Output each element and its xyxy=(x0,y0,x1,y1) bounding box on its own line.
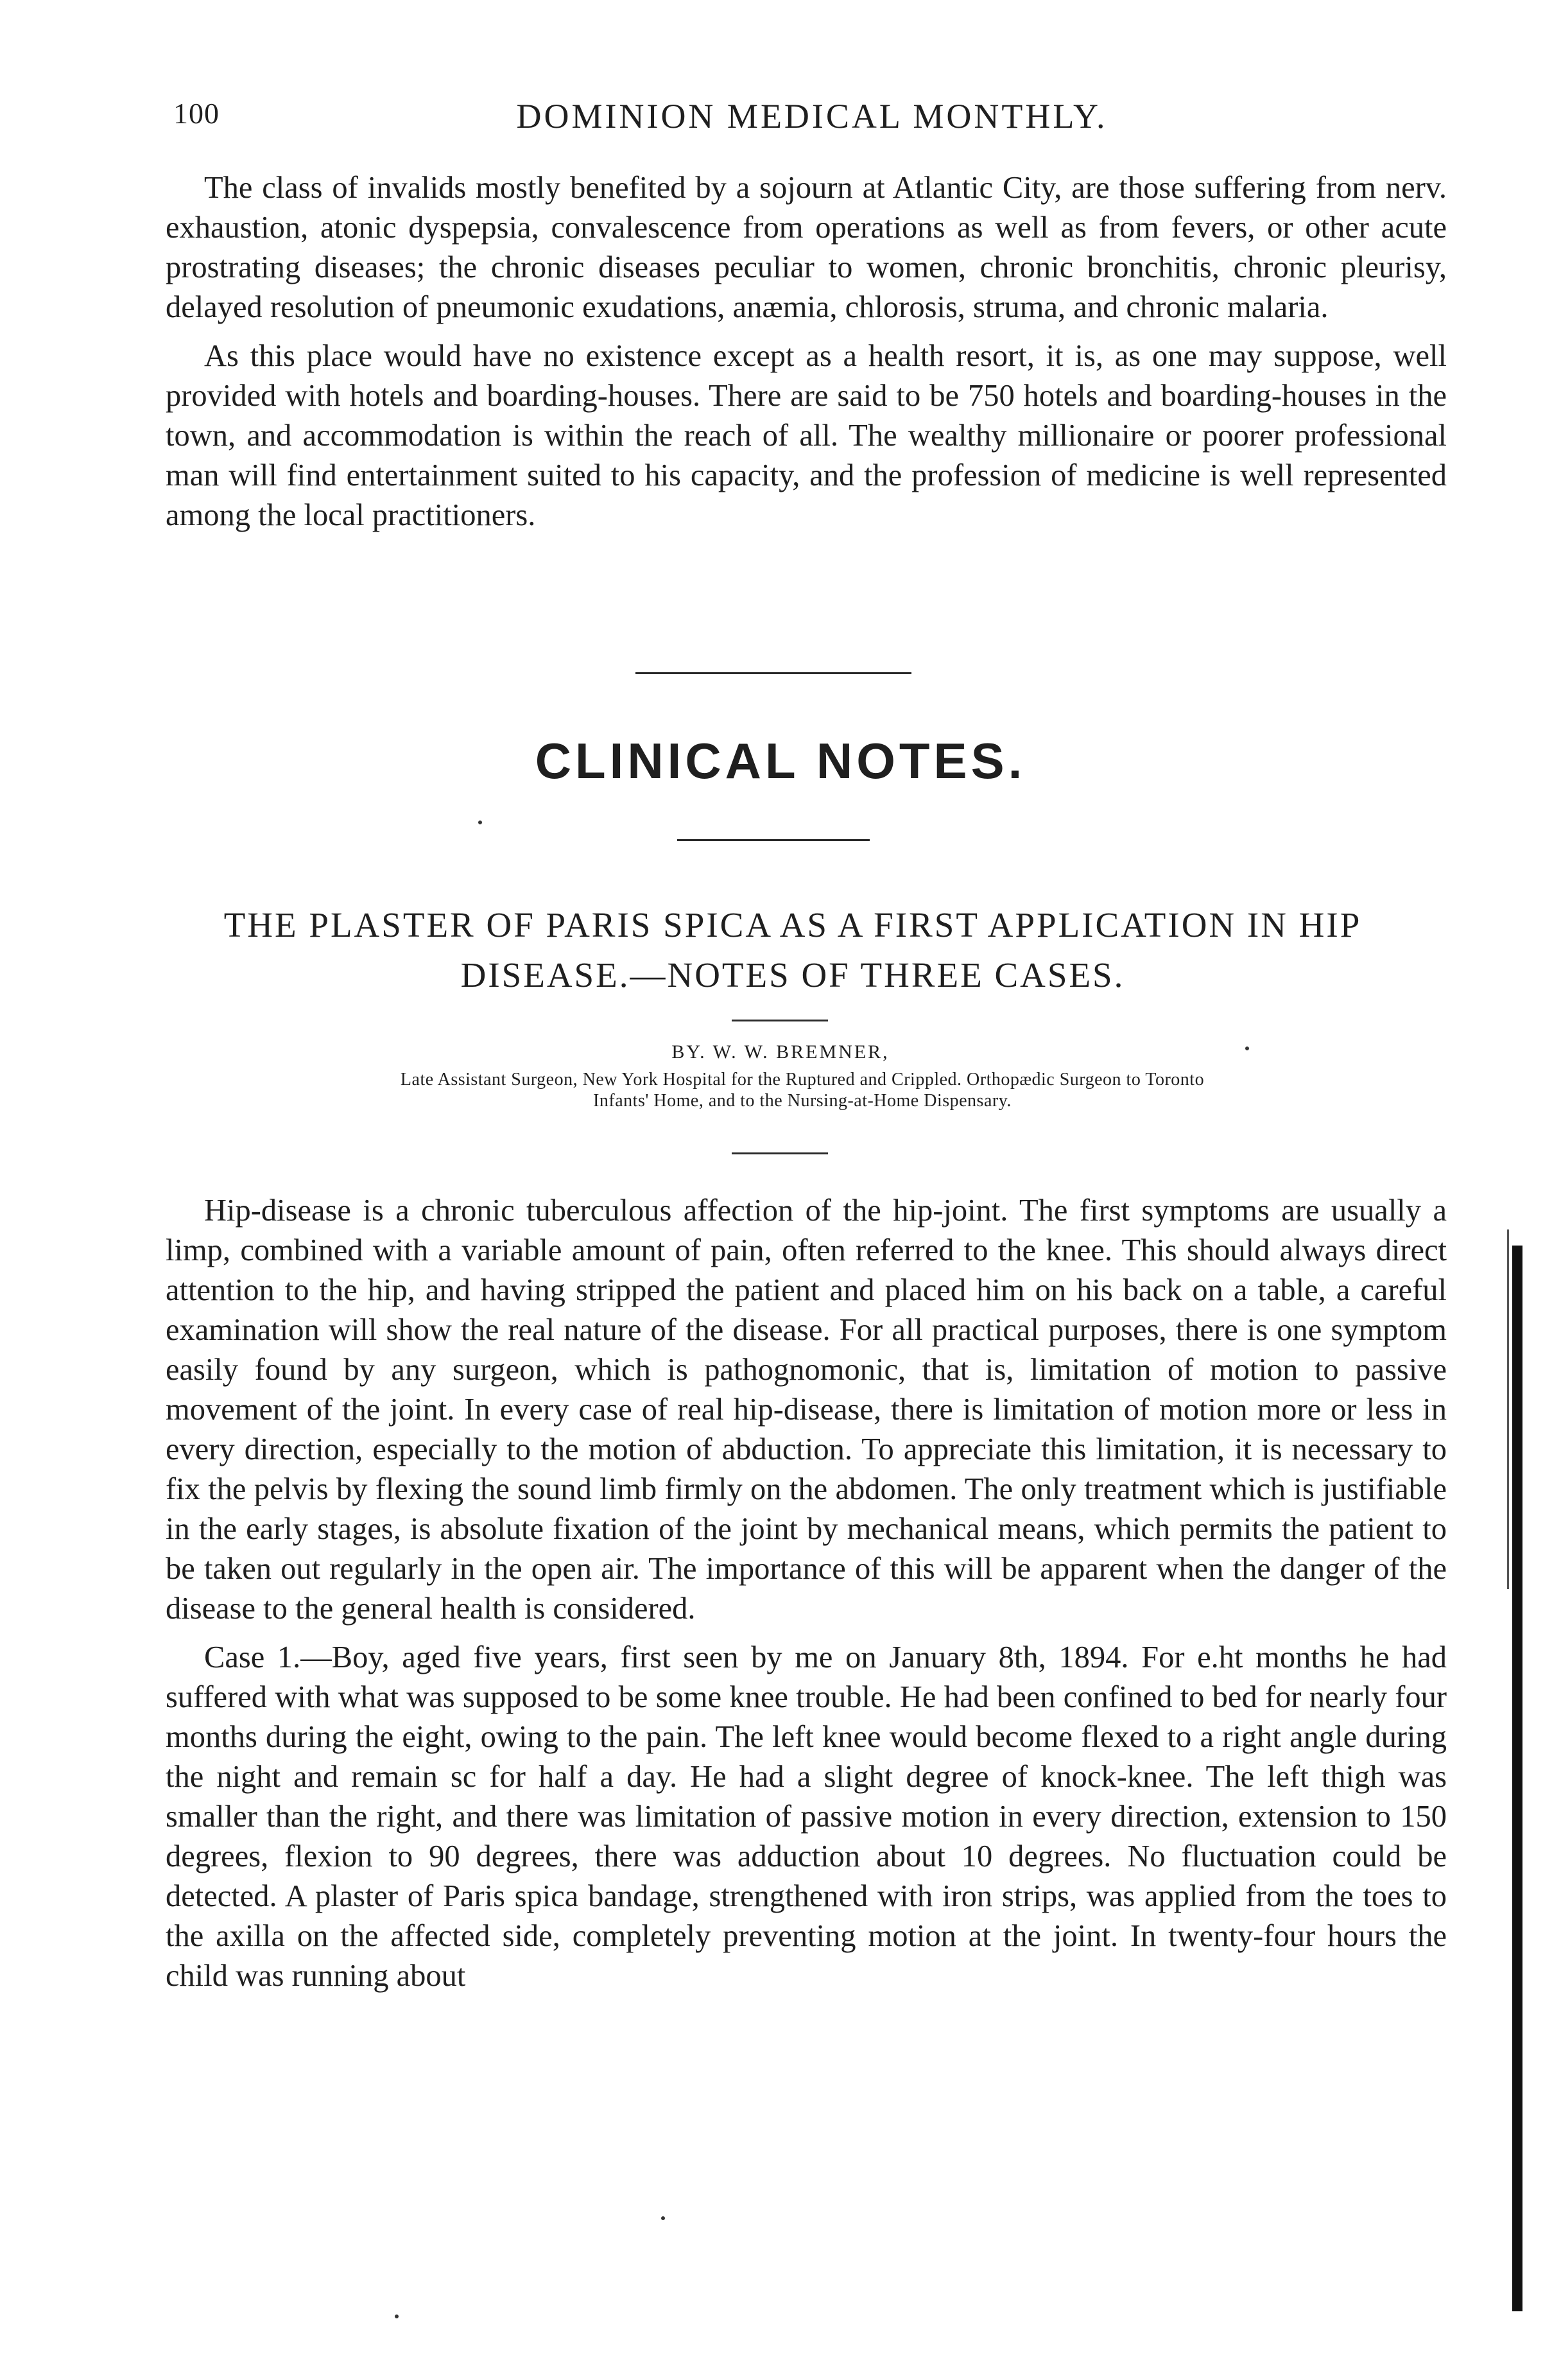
article-title xyxy=(154,900,1431,1000)
divider-rule xyxy=(677,839,870,841)
author-affiliation xyxy=(160,1069,1444,1111)
scan-margin-mark xyxy=(1507,1229,1509,1589)
body-paragraph: Case 1.—Boy, aged five years, first seen by me on January 8th, 1894. For e.ht months he had suffered with what was supposed to be some knee trouble. He had been confined to bed for nearly four months during the eight, owing to the pain. The left knee would become flexed to a right angle during the night and remain sc for half a day. He had a slight degree of knock-knee. The left thigh was smaller than the right, and there was limitation of passive motion in every direction, extension to 150 degrees, flexion to 90 degrees, there was adduction about 10 degrees. No fluctuation could be detected. A plaster of Paris spica bandage, strengthened with iron strips, was applied from the toes to the axilla on the affected side, completely preventing motion at the joint. In twenty-four hours the child was running about xyxy=(166,1640,1447,1993)
section-heading: CLINICAL NOTES. xyxy=(535,733,1026,789)
journal-title: DOMINION MEDICAL MONTHLY. xyxy=(516,97,1108,135)
scan-margin-mark xyxy=(1512,1246,1522,2311)
scan-speck xyxy=(478,821,482,824)
divider-rule xyxy=(732,1152,828,1154)
page-number: 100 xyxy=(173,97,220,130)
article-body xyxy=(166,1191,1447,2005)
author-byline: BY. W. W. BREMNER, xyxy=(671,1041,890,1063)
body-paragraph: Hip-disease is a chronic tuberculous affection of the hip-joint. The first symptoms are usually a limp, combined with a variable amount of pain, often referred to the knee. This should always direct attention to the hip, and having stripped the patient and placed him on his back on a table, a careful examination will show the real nature of the disease. For all practical purposes, there is one symptom easily found by any surgeon, which is pathognomonic, that is, limitation of motion to passive movement of the joint. In every case of real hip-disease, there is limitation of motion more or less in every direction, especially to the motion of abduction. To appreciate this limitation, it is necessary to fix the pelvis by flexing the sound limb firmly on the abdomen. The only treatment which is justifiable in the early stages, is absolute fixation of the joint by mechanical means, which permits the patient to be taken out regularly in the open air. The importance of this will be apparent when the danger of the disease to the general health is considered. xyxy=(166,1194,1447,1626)
intro-text xyxy=(166,168,1447,544)
affiliation-line: Late Assistant Surgeon, New York Hospital for the Ruptured and Crippled. Orthopædic Surgeon to Toronto xyxy=(400,1070,1205,1090)
scan-speck xyxy=(395,2315,399,2318)
scan-speck xyxy=(661,2216,665,2220)
intro-paragraph: As this place would have no existence except as a health resort, it is, as one may suppose, well provided with hotels and boarding-houses. There are said to be 750 hotels and boarding-houses in the town, and accommodation is within the reach of all. The wealthy millionaire or poorer professional man will find entertainment suited to his capacity, and the profession of medicine is well represented among the local practitioners. xyxy=(166,339,1447,532)
affiliation-line: Infants' Home, and to the Nursing-at-Home Dispensary. xyxy=(593,1091,1012,1111)
article-title-line: THE PLASTER OF PARIS SPICA AS A FIRST APPLICATION IN HIP xyxy=(223,905,1362,944)
article-title-line: DISEASE.—NOTES OF THREE CASES. xyxy=(460,955,1125,995)
running-head xyxy=(173,96,1431,141)
scan-speck xyxy=(1245,1047,1249,1050)
intro-paragraph: The class of invalids mostly benefited by a sojourn at Atlantic City, are those suffering from nerv. exhaustion, atonic dyspepsia, convalescence from operations as well as from fevers, or other acute prostrating diseases; the chronic diseases peculiar to women, chronic bronchitis, chronic pleurisy, delayed resolution of pneumonic exudations, anæmia, chlorosis, struma, and chronic malaria. xyxy=(166,171,1447,324)
divider-rule xyxy=(732,1020,828,1021)
divider-rule xyxy=(635,672,911,674)
